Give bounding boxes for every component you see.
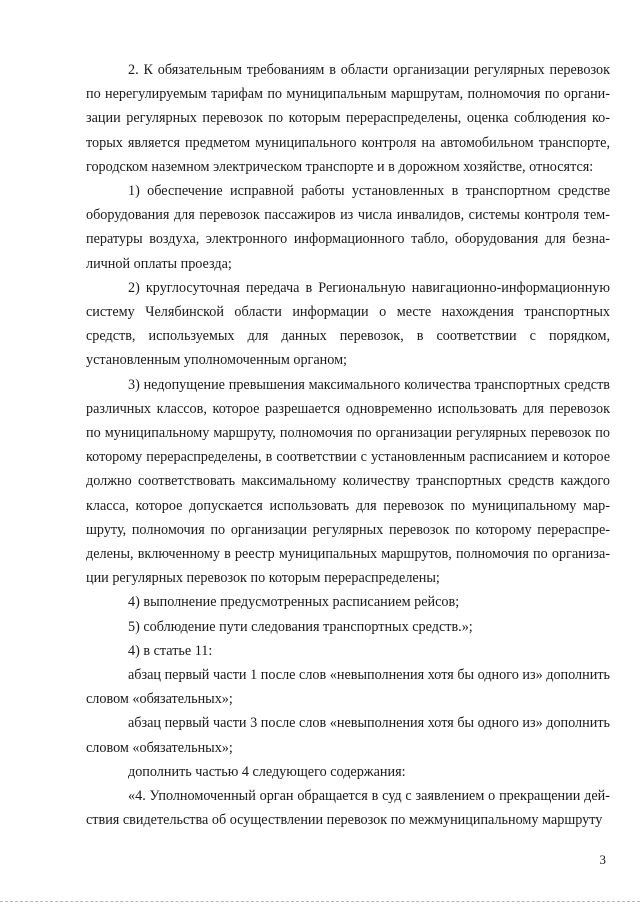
paragraph-part-3-amendment: абзац первый части 3 после слов «невыполнения хотя бы одного из» дополнить словом «обязательных»; <box>86 715 610 756</box>
page-bottom-edge <box>0 901 640 902</box>
paragraph-part-1-amendment: абзац первый части 1 после слов «невыполнения хотя бы одного из» дополнить словом «обязательных»; <box>86 667 610 708</box>
paragraph-item-4: 4) выполнение предусмотренных расписанием рейсов; <box>128 594 460 611</box>
paragraph-add-part-4: дополнить частью 4 следующего содержания: <box>128 763 406 780</box>
paragraph-item-5: 5) соблюдение пути следования транспортных средств.»; <box>128 618 473 635</box>
paragraph-article-11: 4) в статье 11: <box>128 642 213 659</box>
paragraph-part-4-text: «4. Уполномоченный орган обращается в суд с заявлением о прекращении действия свидетельства об осуществлении перевозок по межмуниципальному маршруту <box>86 788 610 829</box>
paragraph-item-1: 1) обеспечение исправной работы установленных в транспортном средстве оборудования для перевозок пассажиров из числа инвалидов, системы контроля температуры воздуха, электронного информационного табло, оборудования для безналичной оплаты проезда; <box>86 183 610 272</box>
paragraph-2-requirements: 2. К обязательным требованиям в области организации регулярных перевозок по нерегулируемым тарифам по муниципальным маршрутам, полномочия по организации регулярных перевозок по которым перераспределены, оценка соблюдения которых является предметом муниципального контроля на автомобильном транспорте, городском наземном электрическом транспорте и в дорожном хозяйстве, относятся: <box>86 62 610 175</box>
document-body <box>86 58 610 833</box>
paragraph-item-3: 3) недопущение превышения максимального количества транспортных средств различных классов, которое разрешается одновременно использовать для перевозок по муниципальному маршруту, полномочия по организации регулярных перевозок по которому перераспределены, в соответствии с установленным расписанием и которое должно соответствовать максимальному количеству транспортных средств каждого класса, которое допускается использовать для перевозок по муниципальному маршруту, полномочия по организации регулярных перевозок по которому перераспределены, включенному в реестр муниципальных маршрутов, полномочия по организации регулярных перевозок по которым перераспределены; <box>86 376 610 587</box>
page-number: 3 <box>599 852 606 867</box>
paragraph-item-2: 2) круглосуточная передача в Региональную навигационно-информационную систему Челябинской области информации о месте нахождения транспортных средств, используемых для данных перевозок, в соответствии с порядком, установленным уполномоченным органом; <box>86 279 610 369</box>
